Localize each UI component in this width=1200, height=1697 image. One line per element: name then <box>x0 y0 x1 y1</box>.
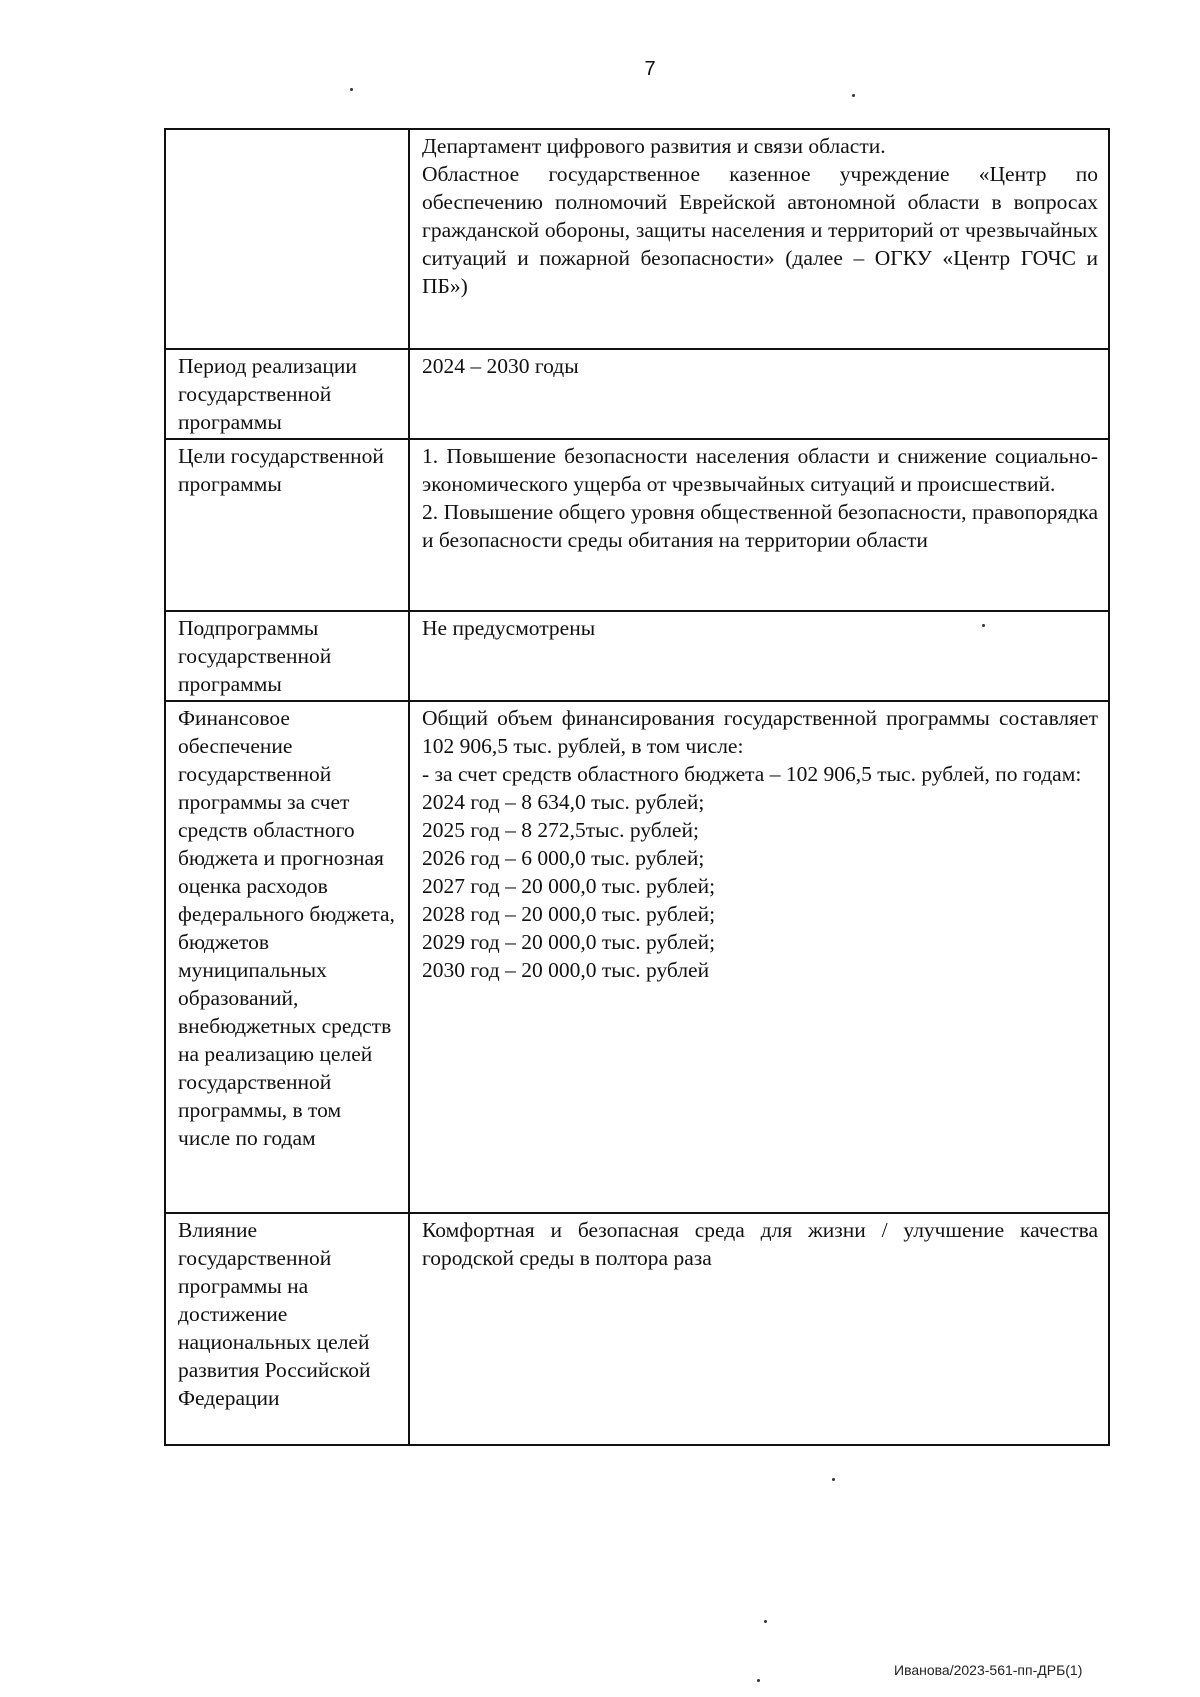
row-value <box>409 349 1109 439</box>
row-label: Подпрограммы государственной программы <box>165 611 409 701</box>
value-line: - за счет средств областного бюджета – 102 906,5 тыс. рублей, по годам: <box>422 762 1082 786</box>
value-line: 2. Повышение общего уровня общественной безопасности, правопорядка и безопасности среды обитания на территории области <box>422 500 1098 552</box>
document-reference: Иванова/2023-561-пп-ДРБ(1) <box>894 1662 1083 1678</box>
page-number: 7 <box>644 58 656 80</box>
row-label <box>165 129 409 349</box>
row-label: Период реализации государственной программы <box>165 349 409 439</box>
table-row <box>165 611 1109 701</box>
scan-speck <box>832 1478 835 1481</box>
scan-speck <box>757 1679 760 1682</box>
value-line: 2024 год – 8 634,0 тыс. рублей; <box>422 790 705 814</box>
table-row <box>165 349 1109 439</box>
table-row <box>165 701 1109 1213</box>
row-value <box>409 701 1109 1213</box>
row-value <box>409 129 1109 349</box>
value-line: Не предусмотрены <box>422 616 596 640</box>
value-line: 2030 год – 20 000,0 тыс. рублей <box>422 958 710 982</box>
table-row <box>165 129 1109 349</box>
row-label: Влияние государственной программы на достижение национальных целей развития Российской Федерации <box>165 1213 409 1445</box>
scan-speck <box>350 88 353 91</box>
row-label: Цели государственной программы <box>165 439 409 611</box>
value-line: 2024 – 2030 годы <box>422 354 579 378</box>
value-line: 2028 год – 20 000,0 тыс. рублей; <box>422 902 716 926</box>
table-row <box>165 439 1109 611</box>
scan-speck <box>764 1620 767 1623</box>
row-label: Финансовое обеспечение государственной программы за счет средств областного бюджета и прогнозная оценка расходов федерального бюджета, бюджетов муниципальных образований, внебюджетных средств на реализацию целей государственной программы, в том числе по годам <box>165 701 409 1213</box>
value-line: Департамент цифрового развития и связи области. <box>422 134 886 158</box>
value-line: 2027 год – 20 000,0 тыс. рублей; <box>422 874 716 898</box>
value-line: 1. Повышение безопасности населения области и снижение социально-экономического ущерба от чрезвычайных ситуаций и происшествий. <box>422 444 1098 496</box>
value-line: 2029 год – 20 000,0 тыс. рублей; <box>422 930 716 954</box>
value-line: Комфортная и безопасная среда для жизни / улучшение качества городской среды в полтора раза <box>422 1218 1098 1270</box>
value-line: Областное государственное казенное учреждение «Центр по обеспечению полномочий Еврейской автономной области в вопросах гражданской обороны, защиты населения и территорий от чрезвычайных ситуаций и пожарной безопасности» (далее – ОГКУ «Центр ГОЧС и ПБ») <box>422 162 1098 298</box>
value-line: 2026 год – 6 000,0 тыс. рублей; <box>422 846 705 870</box>
row-value <box>409 439 1109 611</box>
value-line: 2025 год – 8 272,5тыс. рублей; <box>422 818 699 842</box>
value-line: Общий объем финансирования государственной программы составляет 102 906,5 тыс. рублей, в том числе: <box>422 706 1098 758</box>
row-value <box>409 1213 1109 1445</box>
row-value <box>409 611 1109 701</box>
program-passport-table <box>164 128 1110 1446</box>
scan-speck <box>852 94 855 97</box>
table-row <box>165 1213 1109 1445</box>
